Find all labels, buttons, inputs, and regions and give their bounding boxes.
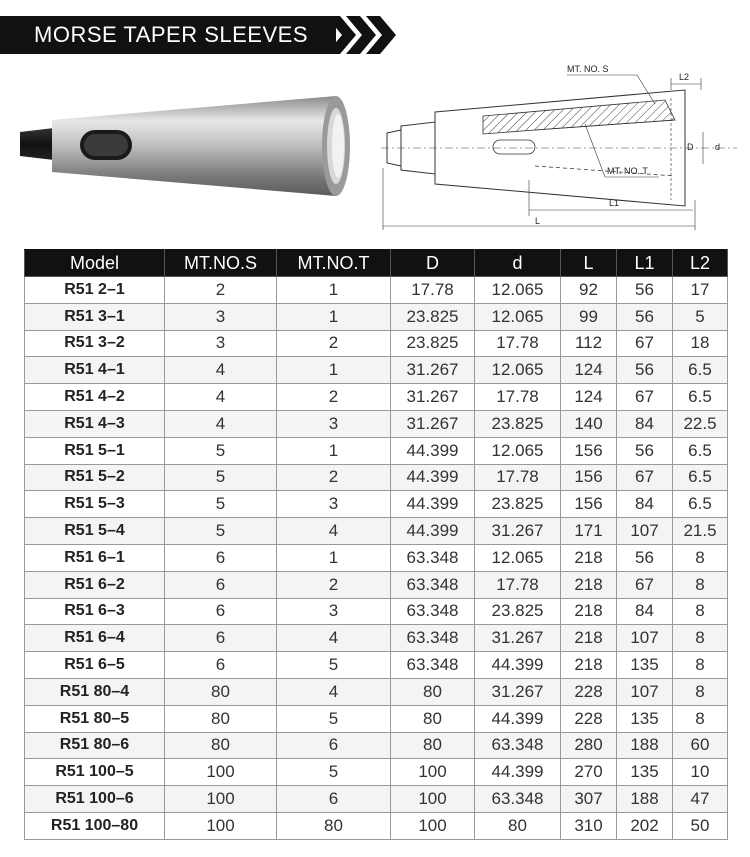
table-cell: 8 xyxy=(673,625,728,652)
table-cell: 44.399 xyxy=(475,652,561,679)
table-cell: 156 xyxy=(561,437,617,464)
table-cell: 100 xyxy=(391,786,475,813)
table-cell: 3 xyxy=(277,491,391,518)
label-D: D xyxy=(687,142,694,152)
table-cell: 56 xyxy=(617,544,673,571)
table-row xyxy=(25,410,728,437)
table-cell: 31.267 xyxy=(391,384,475,411)
column-header: MT.NO.S xyxy=(165,250,277,277)
table-cell: 31.267 xyxy=(391,410,475,437)
table-cell: 6.5 xyxy=(673,357,728,384)
table-cell: 8 xyxy=(673,598,728,625)
table-cell: 12.065 xyxy=(475,277,561,304)
table-cell: 44.399 xyxy=(391,437,475,464)
table-cell: 100 xyxy=(391,812,475,839)
table-cell: 171 xyxy=(561,518,617,545)
column-header: L2 xyxy=(673,250,728,277)
table-cell: 3 xyxy=(165,303,277,330)
table-cell: 12.065 xyxy=(475,437,561,464)
table-cell: 100 xyxy=(165,786,277,813)
table-cell: 12.065 xyxy=(475,303,561,330)
table-cell: 84 xyxy=(617,491,673,518)
table-cell: 23.825 xyxy=(475,410,561,437)
model-cell: R51 80–4 xyxy=(25,678,165,705)
table-row xyxy=(25,384,728,411)
table-cell: 218 xyxy=(561,652,617,679)
table-row xyxy=(25,786,728,813)
table-cell: 5 xyxy=(277,652,391,679)
table-cell: 4 xyxy=(277,625,391,652)
table-cell: 8 xyxy=(673,678,728,705)
table-cell: 124 xyxy=(561,357,617,384)
table-cell: 6 xyxy=(165,625,277,652)
table-cell: 44.399 xyxy=(475,705,561,732)
table-cell: 202 xyxy=(617,812,673,839)
table-cell: 140 xyxy=(561,410,617,437)
model-cell: R51 5–4 xyxy=(25,518,165,545)
model-cell: R51 4–2 xyxy=(25,384,165,411)
table-cell: 17.78 xyxy=(391,277,475,304)
table-cell: 188 xyxy=(617,732,673,759)
table-cell: 3 xyxy=(277,410,391,437)
table-cell: 12.065 xyxy=(475,544,561,571)
table-cell: 63.348 xyxy=(391,625,475,652)
header-banner xyxy=(0,16,336,54)
table-cell: 4 xyxy=(277,678,391,705)
table-cell: 156 xyxy=(561,464,617,491)
table-cell: 5 xyxy=(165,518,277,545)
model-cell: R51 100–5 xyxy=(25,759,165,786)
table-cell: 4 xyxy=(165,410,277,437)
table-cell: 84 xyxy=(617,598,673,625)
page-title: MORSE TAPER SLEEVES xyxy=(34,22,308,47)
table-cell: 3 xyxy=(165,330,277,357)
table-cell: 100 xyxy=(165,759,277,786)
table-cell: 80 xyxy=(391,732,475,759)
table-row xyxy=(25,464,728,491)
table-cell: 2 xyxy=(277,571,391,598)
table-cell: 270 xyxy=(561,759,617,786)
table-cell: 4 xyxy=(165,357,277,384)
table-cell: 6.5 xyxy=(673,491,728,518)
table-cell: 6.5 xyxy=(673,384,728,411)
column-header: d xyxy=(475,250,561,277)
table-cell: 63.348 xyxy=(475,732,561,759)
table-cell: 188 xyxy=(617,786,673,813)
table-row xyxy=(25,571,728,598)
table-cell: 67 xyxy=(617,330,673,357)
table-cell: 6 xyxy=(165,598,277,625)
table-cell: 1 xyxy=(277,303,391,330)
table-cell: 21.5 xyxy=(673,518,728,545)
table-cell: 80 xyxy=(165,705,277,732)
table-row xyxy=(25,303,728,330)
label-l2: L2 xyxy=(679,72,690,82)
table-cell: 5 xyxy=(165,437,277,464)
table-cell: 8 xyxy=(673,705,728,732)
model-cell: R51 6–4 xyxy=(25,625,165,652)
table-cell: 5 xyxy=(277,759,391,786)
table-row xyxy=(25,678,728,705)
table-cell: 3 xyxy=(277,598,391,625)
table-cell: 63.348 xyxy=(391,652,475,679)
table-cell: 23.825 xyxy=(391,330,475,357)
table-cell: 8 xyxy=(673,652,728,679)
table-cell: 17.78 xyxy=(475,330,561,357)
table-cell: 218 xyxy=(561,625,617,652)
table-cell: 6 xyxy=(165,652,277,679)
table-cell: 17 xyxy=(673,277,728,304)
table-cell: 31.267 xyxy=(391,357,475,384)
table-cell: 1 xyxy=(277,544,391,571)
table-cell: 135 xyxy=(617,759,673,786)
table-cell: 67 xyxy=(617,464,673,491)
table-cell: 44.399 xyxy=(391,518,475,545)
table-cell: 80 xyxy=(165,732,277,759)
table-cell: 107 xyxy=(617,625,673,652)
table-row xyxy=(25,598,728,625)
table-row xyxy=(25,277,728,304)
table-cell: 5 xyxy=(165,464,277,491)
table-cell: 80 xyxy=(165,678,277,705)
table-cell: 6.5 xyxy=(673,464,728,491)
table-cell: 112 xyxy=(561,330,617,357)
table-cell: 6 xyxy=(277,732,391,759)
table-cell: 10 xyxy=(673,759,728,786)
table-cell: 56 xyxy=(617,357,673,384)
table-cell: 50 xyxy=(673,812,728,839)
table-cell: 23.825 xyxy=(475,598,561,625)
table-cell: 218 xyxy=(561,544,617,571)
table-cell: 2 xyxy=(165,277,277,304)
table-cell: 56 xyxy=(617,277,673,304)
table-cell: 63.348 xyxy=(391,598,475,625)
table-cell: 63.348 xyxy=(391,544,475,571)
table-cell: 1 xyxy=(277,437,391,464)
model-cell: R51 6–2 xyxy=(25,571,165,598)
table-cell: 17.78 xyxy=(475,464,561,491)
table-cell: 22.5 xyxy=(673,410,728,437)
column-header: Model xyxy=(25,250,165,277)
technical-drawing xyxy=(375,60,745,232)
table-cell: 44.399 xyxy=(391,491,475,518)
table-cell: 228 xyxy=(561,705,617,732)
table-cell: 31.267 xyxy=(475,678,561,705)
table-row xyxy=(25,330,728,357)
table-row xyxy=(25,759,728,786)
table-cell: 100 xyxy=(165,812,277,839)
table-cell: 47 xyxy=(673,786,728,813)
table-cell: 56 xyxy=(617,303,673,330)
table-row xyxy=(25,705,728,732)
model-cell: R51 3–2 xyxy=(25,330,165,357)
table-cell: 31.267 xyxy=(475,625,561,652)
table-cell: 23.825 xyxy=(475,491,561,518)
column-header: L xyxy=(561,250,617,277)
model-cell: R51 6–5 xyxy=(25,652,165,679)
table-cell: 135 xyxy=(617,652,673,679)
model-cell: R51 5–1 xyxy=(25,437,165,464)
table-cell: 44.399 xyxy=(391,464,475,491)
model-cell: R51 80–6 xyxy=(25,732,165,759)
table-cell: 80 xyxy=(475,812,561,839)
table-row xyxy=(25,491,728,518)
model-cell: R51 4–3 xyxy=(25,410,165,437)
label-mt-no-s: MT. NO. S xyxy=(567,64,609,74)
model-cell: R51 2–1 xyxy=(25,277,165,304)
table-cell: 80 xyxy=(277,812,391,839)
table-cell: 12.065 xyxy=(475,357,561,384)
spec-table xyxy=(24,249,728,840)
table-cell: 80 xyxy=(391,705,475,732)
label-mt-no-t: MT. NO. T xyxy=(607,166,648,176)
table-cell: 1 xyxy=(277,357,391,384)
table-cell: 5 xyxy=(165,491,277,518)
table-cell: 31.267 xyxy=(475,518,561,545)
model-cell: R51 5–3 xyxy=(25,491,165,518)
column-header: L1 xyxy=(617,250,673,277)
table-cell: 99 xyxy=(561,303,617,330)
table-row xyxy=(25,544,728,571)
table-cell: 307 xyxy=(561,786,617,813)
table-cell: 67 xyxy=(617,384,673,411)
table-cell: 63.348 xyxy=(475,786,561,813)
table-cell: 18 xyxy=(673,330,728,357)
table-cell: 6 xyxy=(277,786,391,813)
table-cell: 17.78 xyxy=(475,571,561,598)
table-cell: 107 xyxy=(617,518,673,545)
sleeve-photo xyxy=(18,92,363,200)
chevron-arrows-icon xyxy=(326,16,402,54)
table-cell: 84 xyxy=(617,410,673,437)
table-cell: 80 xyxy=(391,678,475,705)
table-cell: 6 xyxy=(165,571,277,598)
table-cell: 218 xyxy=(561,598,617,625)
table-cell: 60 xyxy=(673,732,728,759)
table-cell: 1 xyxy=(277,277,391,304)
label-l1: L1 xyxy=(609,198,620,208)
table-cell: 23.825 xyxy=(391,303,475,330)
table-cell: 228 xyxy=(561,678,617,705)
model-cell: R51 4–1 xyxy=(25,357,165,384)
table-cell: 124 xyxy=(561,384,617,411)
table-cell: 92 xyxy=(561,277,617,304)
table-cell: 4 xyxy=(277,518,391,545)
table-cell: 63.348 xyxy=(391,571,475,598)
table-row xyxy=(25,625,728,652)
table-row xyxy=(25,812,728,839)
table-cell: 8 xyxy=(673,571,728,598)
table-cell: 67 xyxy=(617,571,673,598)
column-header: D xyxy=(391,250,475,277)
table-cell: 8 xyxy=(673,544,728,571)
model-cell: R51 3–1 xyxy=(25,303,165,330)
table-cell: 280 xyxy=(561,732,617,759)
table-cell: 6 xyxy=(165,544,277,571)
table-cell: 2 xyxy=(277,464,391,491)
model-cell: R51 80–5 xyxy=(25,705,165,732)
table-cell: 44.399 xyxy=(475,759,561,786)
table-cell: 5 xyxy=(277,705,391,732)
table-cell: 5 xyxy=(673,303,728,330)
table-cell: 100 xyxy=(391,759,475,786)
table-body xyxy=(25,277,728,840)
model-cell: R51 100–6 xyxy=(25,786,165,813)
label-d: d xyxy=(715,142,721,152)
label-l: L xyxy=(535,216,541,226)
table-cell: 4 xyxy=(165,384,277,411)
model-cell: R51 6–3 xyxy=(25,598,165,625)
table-cell: 2 xyxy=(277,330,391,357)
table-row xyxy=(25,518,728,545)
column-header: MT.NO.T xyxy=(277,250,391,277)
table-row xyxy=(25,652,728,679)
table-row xyxy=(25,357,728,384)
table-cell: 17.78 xyxy=(475,384,561,411)
table-cell: 310 xyxy=(561,812,617,839)
table-header-row xyxy=(25,250,728,277)
table-row xyxy=(25,437,728,464)
table-cell: 2 xyxy=(277,384,391,411)
model-cell: R51 100–80 xyxy=(25,812,165,839)
table-row xyxy=(25,732,728,759)
table-cell: 218 xyxy=(561,571,617,598)
table-cell: 156 xyxy=(561,491,617,518)
model-cell: R51 5–2 xyxy=(25,464,165,491)
table-cell: 107 xyxy=(617,678,673,705)
model-cell: R51 6–1 xyxy=(25,544,165,571)
table-cell: 56 xyxy=(617,437,673,464)
table-cell: 6.5 xyxy=(673,437,728,464)
table-cell: 135 xyxy=(617,705,673,732)
